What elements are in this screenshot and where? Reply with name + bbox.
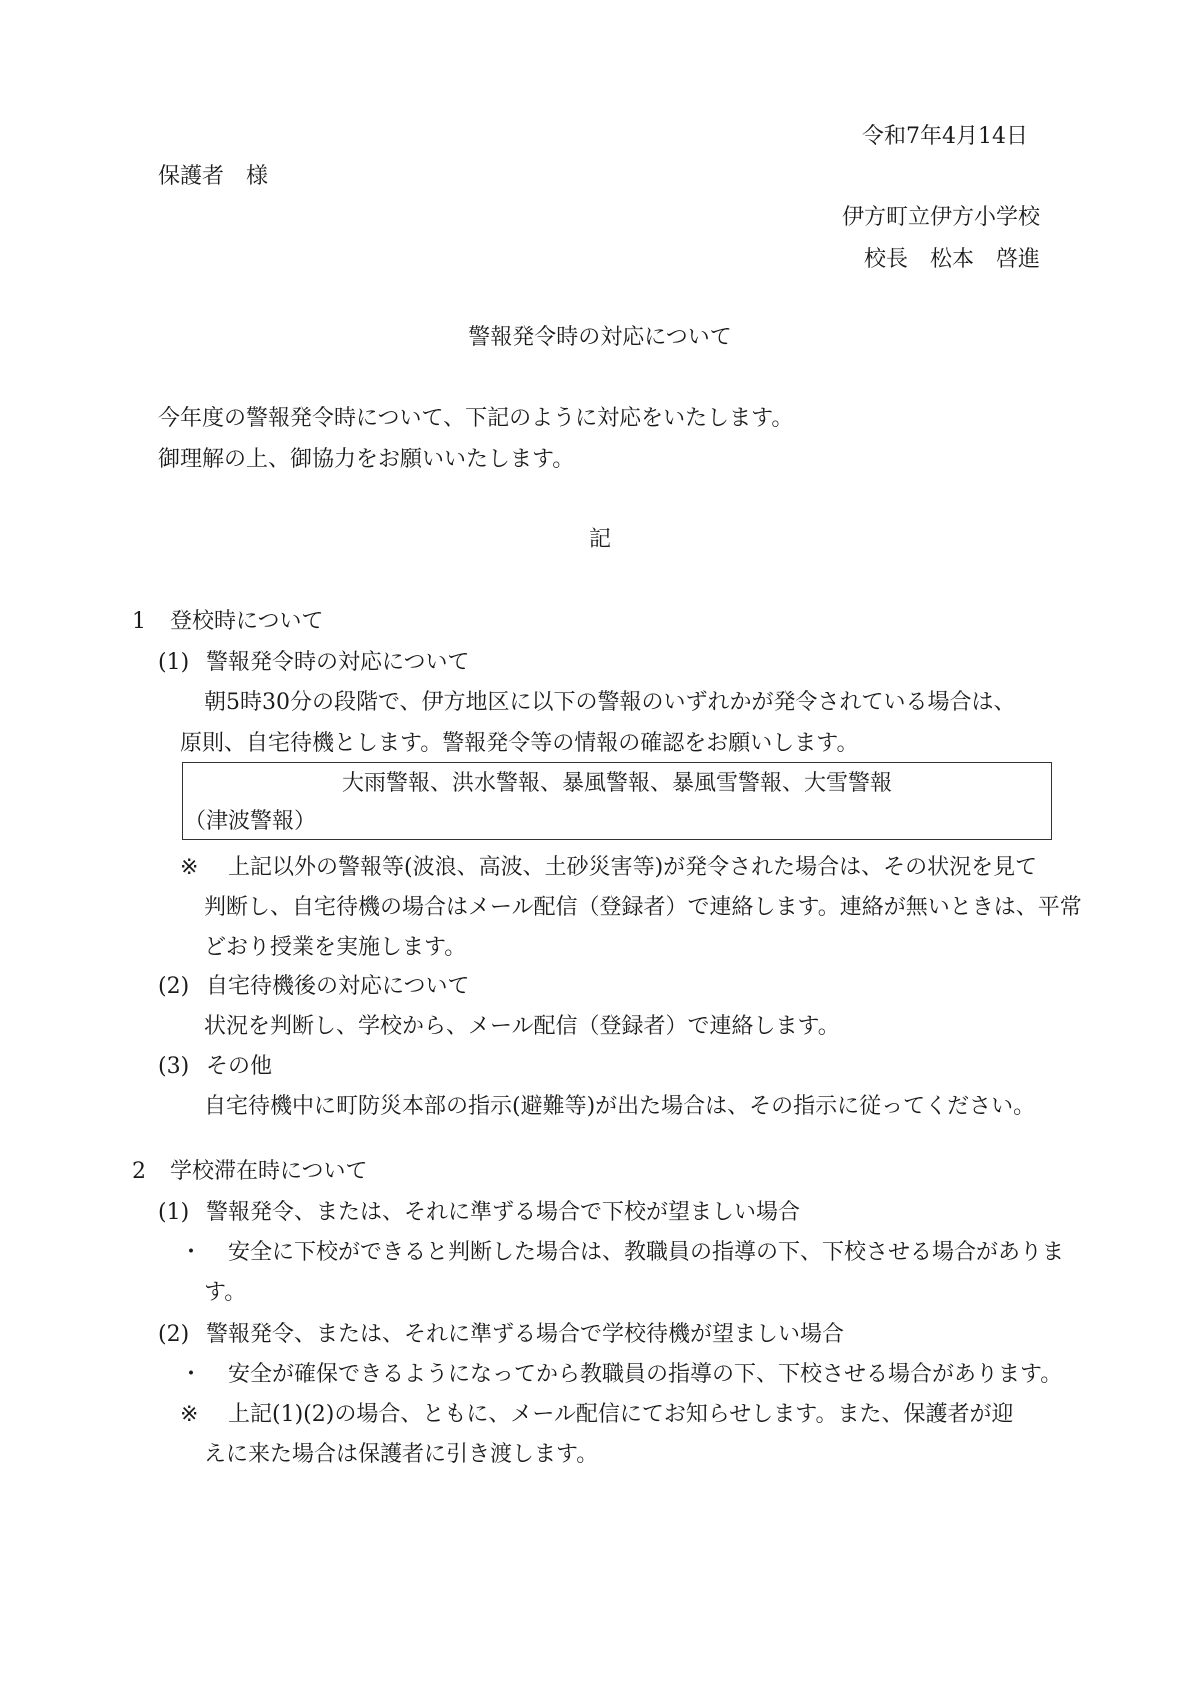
section-2-sub-1-bullet-line-1 xyxy=(180,1238,1064,1268)
section-2-note-line-2: えに来た場合は保護者に引き渡します。 xyxy=(204,1442,599,1467)
section-1-title: 登校時について xyxy=(170,609,324,634)
school-name: 伊方町立伊方小学校 xyxy=(841,205,1040,230)
section-1-sub-3-title: その他 xyxy=(206,1054,273,1079)
section-1-note-line-1 xyxy=(180,853,1037,883)
section-1-sub-1-title: 警報発令時の対応について xyxy=(206,650,470,675)
section-2-note-text-1: 上記(1)(2)の場合、ともに、メール配信にてお知らせします。また、保護者が迎 xyxy=(228,1402,1014,1427)
section-1-note-text-1: 上記以外の警報等(波浪、高波、土砂災害等)が発令された場合は、その状況を見て xyxy=(228,855,1038,880)
ki-heading: 記 xyxy=(588,527,611,552)
section-1-heading xyxy=(132,607,324,637)
alert-list-main: 大雨警報、洪水警報、暴風警報、暴風雪警報、大雪警報 xyxy=(341,771,892,796)
section-2-note-line-1 xyxy=(180,1400,1013,1430)
section-2-sub-1-text-1: 安全に下校ができると判断した場合は、教職員の指導の下、下校させる場合がありま xyxy=(228,1240,1065,1265)
addressee: 保護者 様 xyxy=(158,164,269,189)
document-date: 令和7年4月14日 xyxy=(862,124,1028,149)
section-1-sub-1-heading xyxy=(158,648,470,678)
section-1-sub-2-line: 状況を判断し、学校から、メール配信（登録者）で連絡します。 xyxy=(204,1014,840,1039)
bullet-mark: ・ xyxy=(180,1240,203,1265)
section-1-note-line-3: どおり授業を実施します。 xyxy=(204,935,467,960)
section-1-sub-1-line-2: 原則、自宅待機とします。警報発令等の情報の確認をお願いします。 xyxy=(180,731,859,756)
section-2-title: 学校滞在時について xyxy=(170,1159,368,1184)
intro-line-1: 今年度の警報発令時について、下記のように対応をいたします。 xyxy=(158,406,794,431)
note-mark: ※ xyxy=(180,855,199,880)
section-1-sub-3-heading xyxy=(158,1052,272,1082)
section-1-sub-2-heading xyxy=(158,972,470,1002)
section-1-sub-3-line: 自宅待機中に町防災本部の指示(避難等)が出た場合は、その指示に従ってください。 xyxy=(204,1094,1036,1119)
section-1-sub-2-number: (2) xyxy=(158,974,190,999)
section-2-number: 2 xyxy=(132,1159,146,1184)
section-1-number: 1 xyxy=(132,609,146,634)
principal-name: 校長 松本 啓進 xyxy=(863,247,1040,272)
document-title: 警報発令時の対応について xyxy=(468,325,732,350)
intro-line-2: 御理解の上、御協力をお願いいたします。 xyxy=(158,447,575,472)
section-2-sub-1-bullet-line-2: す。 xyxy=(204,1280,247,1305)
section-2-sub-1-title: 警報発令、または、それに準ずる場合で下校が望ましい場合 xyxy=(206,1200,801,1225)
section-2-sub-2-heading xyxy=(158,1320,844,1350)
section-2-sub-2-text: 安全が確保できるようになってから教職員の指導の下、下校させる場合があります。 xyxy=(228,1362,1063,1387)
section-1-note-line-2: 判断し、自宅待機の場合はメール配信（登録者）で連絡します。連絡が無いときは、平常 xyxy=(204,895,1082,920)
section-2-sub-1-number: (1) xyxy=(158,1200,190,1225)
section-1-sub-1-line-1: 朝5時30分の段階で、伊方地区に以下の警報のいずれかが発令されている場合は、 xyxy=(204,690,1016,715)
bullet-mark: ・ xyxy=(180,1362,203,1387)
section-2-sub-2-bullet-line xyxy=(180,1360,1062,1390)
section-1-sub-1-number: (1) xyxy=(158,650,190,675)
section-1-sub-3-number: (3) xyxy=(158,1054,190,1079)
note-mark: ※ xyxy=(180,1402,199,1427)
section-1-sub-2-title: 自宅待機後の対応について xyxy=(206,974,470,999)
section-2-sub-2-number: (2) xyxy=(158,1322,190,1347)
section-2-heading xyxy=(132,1157,368,1187)
section-2-sub-2-title: 警報発令、または、それに準ずる場合で学校待機が望ましい場合 xyxy=(206,1322,845,1347)
section-2-sub-1-heading xyxy=(158,1198,800,1228)
alert-list-sub: （津波警報） xyxy=(184,809,317,834)
